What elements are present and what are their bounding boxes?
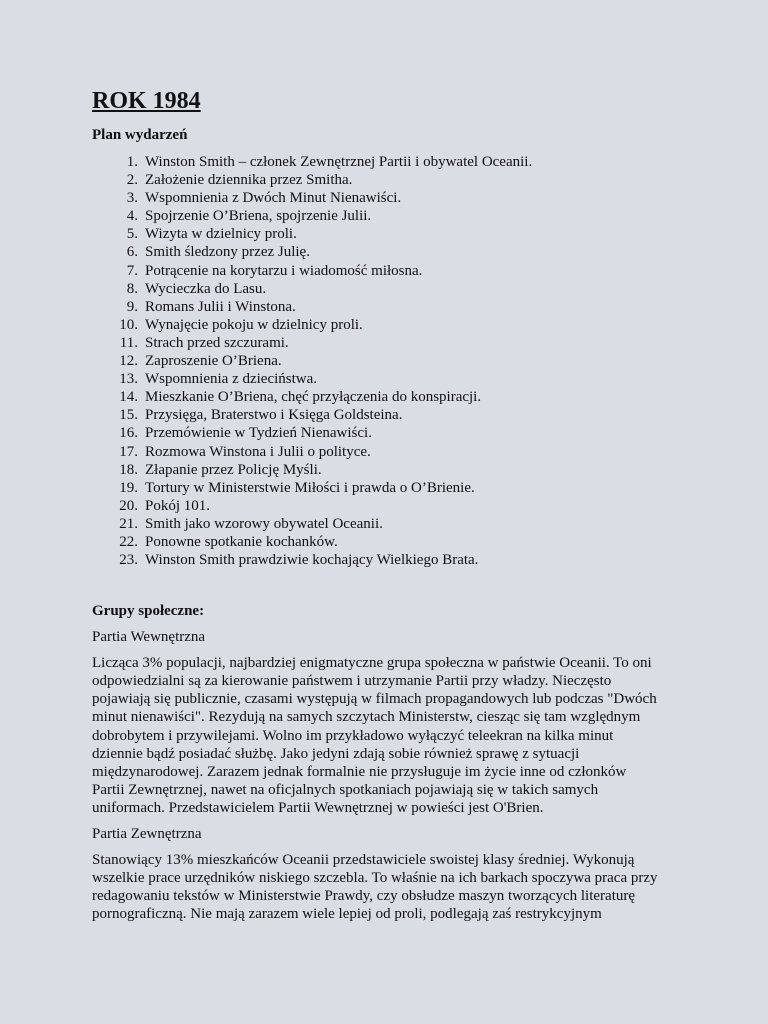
list-item-text: Strach przed szczurami.	[145, 334, 289, 351]
list-item	[92, 298, 692, 316]
list-item	[92, 388, 692, 406]
paragraph-line: minut nienawiści". Rezydują na samych szczytach Ministerstw, ciesząc się tam względnym	[92, 709, 641, 726]
paragraph-line: Licząca 3% populacji, najbardziej enigmatyczne grupa społeczna w państwie Oceanii. To oni	[92, 655, 652, 672]
list-item-number: 3.	[126, 190, 138, 207]
events-list	[92, 153, 692, 569]
document-title: ROK 1984	[92, 88, 201, 114]
list-item	[92, 262, 692, 280]
list-item	[92, 225, 692, 243]
list-item	[92, 370, 692, 388]
list-item-number: 9.	[126, 298, 138, 315]
list-item-number: 10.	[119, 316, 138, 333]
list-item	[92, 533, 692, 551]
list-item-text: Potrącenie na korytarzu i wiadomość miłosna.	[145, 262, 423, 279]
list-item-text: Przysięga, Braterstwo i Księga Goldsteina.	[145, 407, 403, 424]
section-label: Partia Zewnętrzna	[92, 826, 202, 842]
list-item	[92, 551, 692, 569]
list-item-text: Wspomnienia z Dwóch Minut Nienawiści.	[145, 190, 402, 207]
paragraph-line: dobrobytem i przywilejami. Wolno im przykładowo wyłączyć teleekran na kilka minut	[92, 727, 614, 744]
list-item-text: Przemówienie w Tydzień Nienawiści.	[145, 425, 372, 442]
list-item	[92, 461, 692, 479]
list-item	[92, 207, 692, 225]
list-item-text: Wynajęcie pokoju w dzielnicy proli.	[145, 316, 363, 333]
list-item-text: Smith śledzony przez Julię.	[145, 244, 310, 261]
list-item-text: Mieszkanie O’Briena, chęć przyłączenia do konspiracji.	[145, 389, 482, 406]
groups-heading: Grupy społeczne:	[92, 603, 205, 620]
list-item-number: 12.	[119, 353, 138, 370]
list-item	[92, 515, 692, 533]
section-paragraph	[92, 654, 692, 817]
list-item	[92, 280, 692, 298]
list-item-text: Założenie dziennika przez Smitha.	[145, 172, 353, 189]
list-item-text: Spojrzenie O’Briena, spojrzenie Julii.	[145, 208, 372, 225]
list-item-number: 8.	[126, 280, 138, 297]
list-item-text: Smith jako wzorowy obywatel Oceanii.	[145, 515, 383, 532]
paragraph-line: międzynarodowej. Zarazem jednak formalnie nie przysługuje im życie inne od członków	[92, 763, 627, 780]
list-item	[92, 189, 692, 207]
list-item	[92, 153, 692, 171]
list-item-number: 6.	[126, 244, 138, 261]
paragraph-line: wszelkie prace urzędników niskiego szczebla. To właśnie na ich barkach spoczywa praca przy	[92, 870, 658, 887]
list-item-text: Winston Smith prawdziwie kochający Wielkiego Brata.	[145, 552, 479, 569]
list-item	[92, 479, 692, 497]
list-item-number: 18.	[119, 461, 138, 478]
list-item-number: 14.	[119, 389, 138, 406]
list-item	[92, 316, 692, 334]
paragraph-line: pornograficzną. Nie mają zarazem wiele lepiej od proli, podlegają zaś restrykcyjnym	[92, 906, 602, 923]
sections-container	[92, 628, 692, 923]
list-item-text: Winston Smith – członek Zewnętrznej Partii i obywatel Oceanii.	[145, 154, 533, 170]
list-item	[92, 406, 692, 424]
list-item-number: 7.	[126, 262, 138, 279]
paragraph-line: Stanowiący 13% mieszkańców Oceanii przedstawiciele swoistej klasy średniej. Wykonują	[92, 852, 635, 868]
list-item-number: 21.	[119, 515, 138, 532]
list-item	[92, 243, 692, 261]
list-item-number: 15.	[119, 407, 138, 424]
list-item-text: Pokój 101.	[145, 497, 211, 514]
list-item-text: Tortury w Ministerstwie Miłości i prawda o O’Brienie.	[145, 479, 475, 496]
paragraph-line: dziennie bądź posiadać służbę. Jako jedyni zdają sobie również sprawę z sytuacji	[92, 745, 580, 762]
list-item	[92, 171, 692, 189]
list-item-number: 23.	[119, 552, 138, 569]
list-item	[92, 352, 692, 370]
list-item-number: 13.	[119, 371, 138, 388]
list-item-text: Wspomnienia z dzieciństwa.	[145, 371, 318, 388]
list-item-number: 16.	[119, 425, 138, 442]
list-item-number: 11.	[119, 334, 138, 351]
list-item	[92, 334, 692, 352]
list-item-number: 5.	[126, 226, 138, 243]
plan-heading: Plan wydarzeń	[92, 127, 188, 143]
list-item-number: 22.	[119, 533, 138, 550]
section-paragraph	[92, 851, 692, 923]
list-item-number: 19.	[119, 479, 138, 496]
list-item-number: 1.	[126, 154, 138, 170]
list-item-text: Ponowne spotkanie kochanków.	[145, 533, 338, 550]
document-body	[92, 86, 692, 931]
list-item-number: 20.	[119, 497, 138, 514]
list-item-number: 2.	[126, 172, 138, 189]
list-item	[92, 443, 692, 461]
paragraph-line: uniformach. Przedstawicielem Partii Wewnętrznej w powieści jest O'Brien.	[92, 799, 544, 816]
list-item-text: Rozmowa Winstona i Julii o polityce.	[145, 443, 371, 460]
section-label: Partia Wewnętrzna	[92, 629, 206, 646]
paragraph-line: odpowiedzialni są za kierowanie państwem i utrzymanie Partii przy władzy. Nieczęsto	[92, 673, 612, 690]
list-item-text: Złapanie przez Policję Myśli.	[145, 461, 322, 478]
list-item-text: Romans Julii i Winstona.	[145, 298, 296, 315]
list-item-text: Zaproszenie O’Briena.	[145, 353, 282, 370]
list-item-number: 17.	[119, 443, 138, 460]
paragraph-line: pojawiają się publicznie, czasami występują w filmach propagandowych lub podczas "Dwóch	[92, 691, 657, 708]
paragraph-line: redagowaniu tekstów w Ministerstwie Prawdy, czy obsłudze maszyn tworzących literaturę	[92, 888, 636, 905]
list-item-number: 4.	[126, 208, 138, 225]
paragraph-line: Partii Zewnętrznej, nawet na oficjalnych spotkaniach pojawiają się w takich samych	[92, 781, 599, 798]
list-item-text: Wycieczka do Lasu.	[145, 280, 267, 297]
list-item-text: Wizyta w dzielnicy proli.	[145, 226, 297, 243]
list-item	[92, 497, 692, 515]
list-item	[92, 424, 692, 442]
